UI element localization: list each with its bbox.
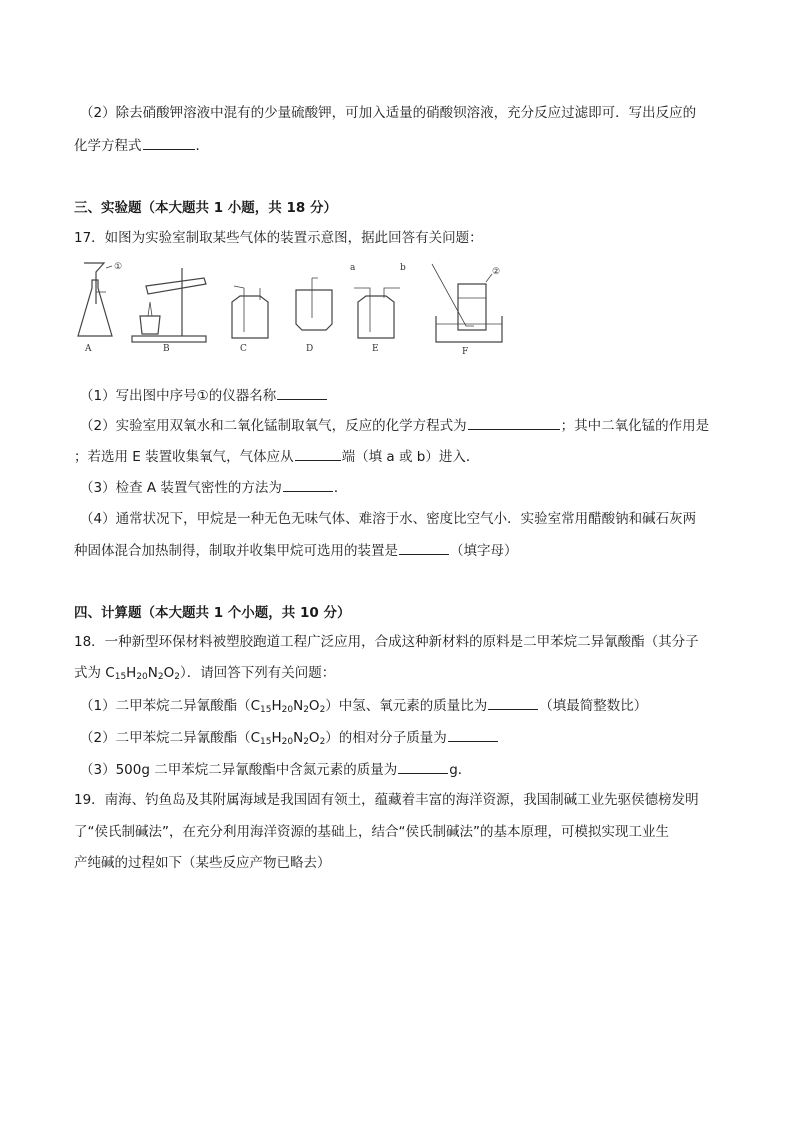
apparatus-b: [132, 268, 206, 354]
q17-part3-text: （3）检查 A 装置气密性的方法为: [80, 480, 282, 496]
sub-n: 2: [157, 672, 164, 682]
q18-part2: [80, 728, 499, 747]
sub-h: 20: [136, 672, 148, 682]
section3-title: 三、实验题（本大题共 1 小题，共 18 分）: [74, 200, 337, 216]
q18-part1: [80, 696, 647, 715]
f-o: O: [308, 730, 320, 746]
label-a: A: [85, 344, 92, 354]
apparatus-c: [232, 286, 268, 354]
marker-1: ①: [114, 262, 123, 272]
q18-part3-text: （3）500g 二甲苯烷二异氰酸酯中含氮元素的质量为: [80, 762, 398, 778]
label-e: E: [372, 344, 379, 354]
q17-part2-text: （2）实验室用双氧水和二氧化锰制取氧气，反应的化学方程式为: [80, 418, 467, 434]
apparatus-f: [432, 264, 502, 357]
q17-part1-blank[interactable]: [277, 386, 327, 400]
q17-port-blank[interactable]: [295, 447, 341, 461]
q16-equation-blank[interactable]: [143, 136, 195, 150]
apparatus-a: [78, 262, 122, 354]
lab-apparatus-figure: [74, 258, 514, 358]
f-n: N: [293, 698, 304, 714]
q18-stem-line1: 18．一种新型环保材料被塑胶跑道工程广泛应用，合成这种新材料的原料是二甲苯烷二异氰酸酯（其分子: [74, 634, 699, 650]
q18-nitrogen-blank[interactable]: [398, 760, 448, 774]
f-h: H: [271, 730, 282, 746]
q18-part2-question: ）的相对分子质量为: [325, 730, 447, 746]
f-o: O: [163, 665, 175, 681]
q18-stem-end: ）．请回答下列有关问题：: [180, 665, 336, 681]
sub-n: 2: [303, 705, 309, 715]
q17-stem: 17．如图为实验室制取某些气体的装置示意图，据此回答有关问题：: [74, 230, 483, 246]
apparatus-d: [296, 278, 332, 354]
label-b: B: [163, 344, 170, 354]
q17-part4-line1: （4）通常状况下，甲烷是一种无色无味气体、难溶于水、密度比空气小．实验室常用醋酸钠和碱石灰两: [80, 511, 697, 527]
q18-part2-text: （2）二甲苯烷二异氰酸酯（C: [80, 730, 261, 746]
q19-line3: 产纯碱的过程如下（某些反应产物已略去）: [74, 855, 331, 871]
f-n: N: [147, 665, 158, 681]
apparatus-e: [350, 263, 406, 354]
q17-part4-line2: [74, 541, 518, 560]
f-n: N: [293, 730, 304, 746]
q17-device-blank[interactable]: [399, 541, 449, 555]
q18-part3-unit: g．: [449, 762, 472, 778]
q17-part4-hint: （填字母）: [450, 543, 518, 559]
q17-part2-line1: [80, 416, 709, 435]
q18-part1-question: ）中氢、氧元素的质量比为: [325, 698, 488, 714]
q18-part1-text: （1）二甲苯烷二异氰酸酯（C: [80, 698, 261, 714]
q17-part1-text: （1）写出图中序号①的仪器名称: [80, 388, 277, 404]
sub-h: 20: [281, 737, 294, 747]
q18-formula-prefix: 式为 C: [74, 665, 115, 681]
q18-ratio-blank[interactable]: [488, 696, 538, 710]
label-d: D: [306, 344, 314, 354]
q16-part2-line2: [74, 136, 209, 155]
q18-stem-line2: [74, 664, 335, 682]
q17-part1: [80, 386, 328, 405]
q17-part2-line2: [74, 447, 479, 466]
q16-part2-line1: （2）除去硝酸钾溶液中混有的少量硫酸钾，可加入适量的硝酸钡溶液，充分反应过滤即可．写出反应的: [80, 105, 697, 121]
f-h: H: [271, 698, 282, 714]
f-h: H: [126, 665, 137, 681]
q17-part3-period: ．: [333, 480, 348, 496]
section4-title: 四、计算题（本大题共 1 个小题，共 10 分）: [74, 605, 351, 621]
q18-part1-hint: （填最简整数比）: [539, 698, 648, 714]
q17-equation-blank[interactable]: [468, 416, 560, 430]
q18-mass-blank[interactable]: [448, 728, 498, 742]
q19-line1: 19．南海、钓鱼岛及其附属海域是我国固有领土，蕴藏着丰富的海洋资源，我国制碱工业先驱侯德榜发明: [74, 792, 699, 808]
q17-part4-text: 种固体混合加热制得，制取并收集甲烷可选用的装置是: [74, 543, 398, 559]
q19-line2: 了“侯氏制碱法”，在充分利用海洋资源的基础上，结合“侯氏制碱法”的基本原理，可模拟实现工业生: [74, 824, 669, 840]
label-f: F: [462, 347, 469, 357]
f-o: O: [308, 698, 320, 714]
q17-part2-end-text: 端（填 a 或 b）进入．: [341, 449, 480, 465]
sub-n: 2: [303, 737, 309, 747]
sub-o: 2: [319, 705, 326, 715]
q17-part3: [80, 478, 347, 497]
sub-o: 2: [174, 672, 180, 682]
port-a-label: a: [350, 263, 356, 273]
q17-part2-port-text: ；若选用 E 装置收集氧气，气体应从: [74, 449, 294, 465]
label-c: C: [240, 344, 247, 354]
port-b-label: b: [400, 263, 406, 273]
sub-h: 20: [281, 705, 294, 715]
q17-part2-role-text: ；其中二氧化锰的作用是: [560, 418, 710, 434]
q16-period: ．: [195, 138, 209, 154]
sub-o: 2: [319, 737, 326, 747]
q16-equation-prompt: 化学方程式: [74, 138, 142, 154]
marker-2: ②: [492, 267, 501, 277]
q17-airtight-blank[interactable]: [283, 478, 333, 492]
sub-c: 15: [260, 737, 272, 747]
sub-c: 15: [260, 705, 272, 715]
q18-part3: [80, 760, 471, 779]
sub-c: 15: [114, 672, 127, 682]
